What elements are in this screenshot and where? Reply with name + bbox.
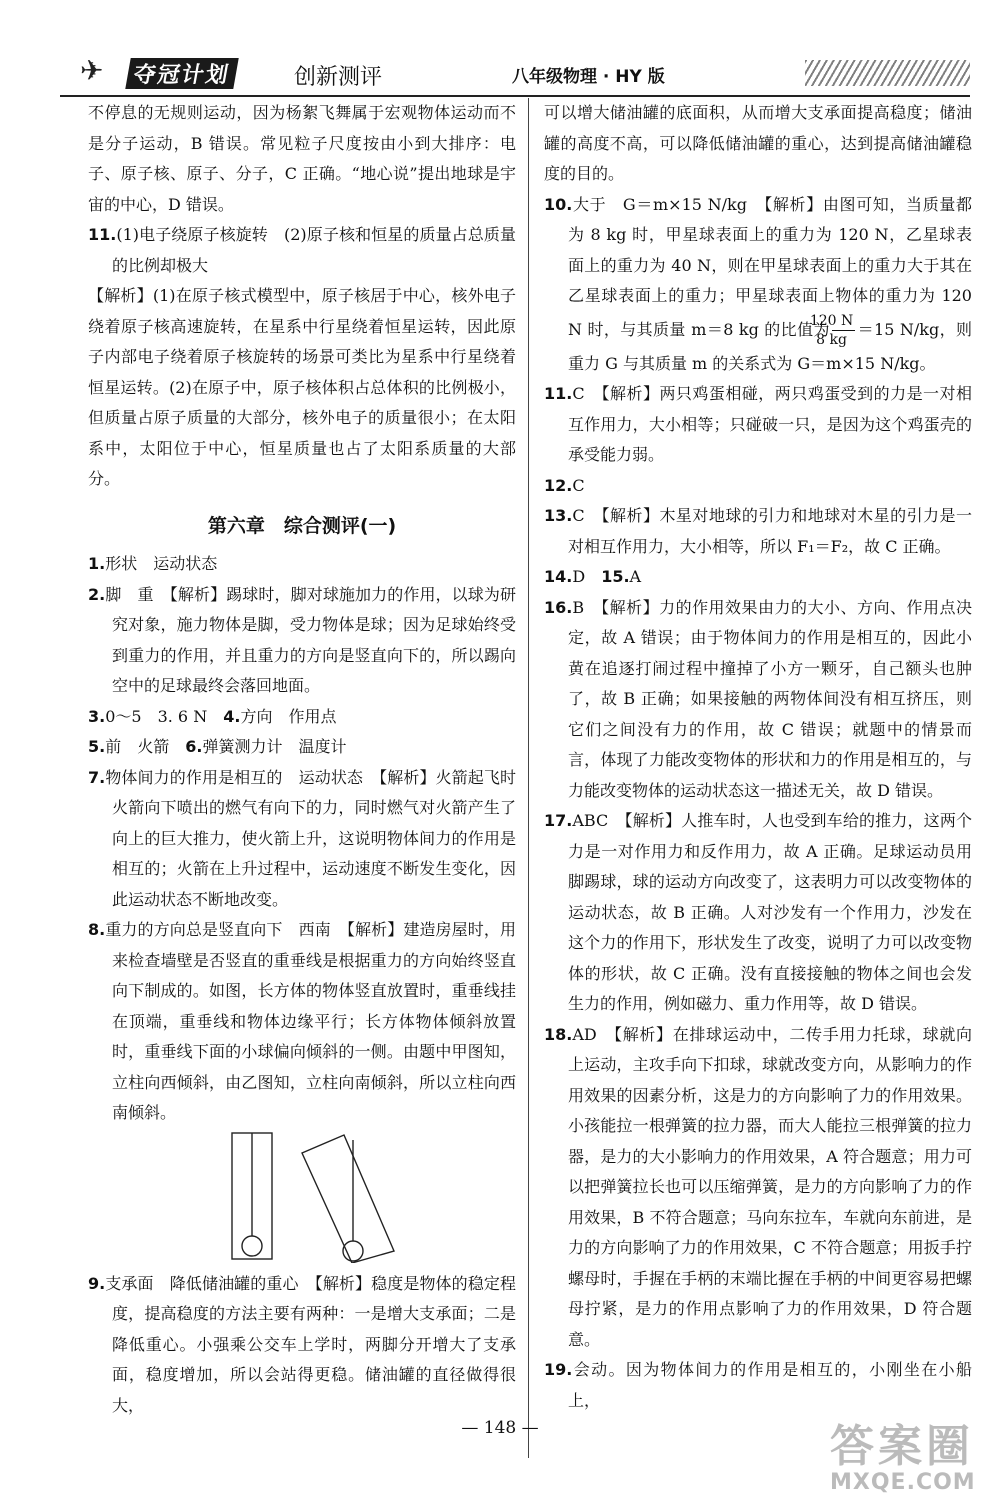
page-number: — 148 —	[461, 1418, 539, 1438]
page-header	[60, 48, 970, 96]
answer-item-9: 9.支承面 降低储油罐的重心 【解析】稳度是物体的稳定程度，提高稳度的方法主要有两种：一是增大支承面；二是降低重心。小强乘公交车上学时，两脚分开增大了支承面，稳度增加，所以会站得更稳。储油罐的直径做得很大，	[88, 1273, 516, 1415]
continued-answer-9: 可以增大储油罐的底面积，从而增大支承面提高稳度；储油罐的高度不高，可以降低储油罐的重心，达到提高储油罐稳度的目的。	[544, 103, 972, 183]
ratio-fraction: $\frac{120 N}{8 kg}$	[809, 312, 854, 348]
answer-item-12: 12.C	[544, 475, 585, 495]
answer-item-8: 8.重力的方向总是竖直向下 西南 【解析】建造房屋时，用来检查墙壁是否竖直的重垂线是根据重力的方向始终竖直向下制成的。如图，长方体的物体竖直放置时，重垂线挂在顶端，重垂线和物体边缘平行；长方体物体倾斜放置时，重垂线下面的小球偏向倾斜的一侧。由题中甲图知，立柱向西倾斜，由乙图知，立柱向南倾斜，所以立柱向西南倾斜。	[88, 920, 516, 1122]
answer-item-2: 2.脚 重 【解析】踢球时，脚对球施加力的作用，以球为研究对象，施力物体是脚，受力物体是球；因为足球始终受到重力的作用，并且重力的方向是竖直向下的，所以踢向空中的足球最终会落回地面。	[88, 584, 516, 695]
answer-item-11: 11.(1)电子绕原子核旋转 (2)原子核和恒星的质量占总质量的比例却极大	[88, 225, 516, 275]
tilted-pillar	[302, 1135, 394, 1263]
answer-item-7: 7.物体间力的作用是相互的 运动状态 【解析】火箭起飞时火箭向下喷出的燃气有向下的力，同时燃气对火箭产生了向上的巨大推力，使火箭上升，这说明物体间力的作用是相互的；火箭在上升过程中，运动速度不断发生变化，因此运动状态不断地改变。	[88, 767, 516, 909]
series-name: 创新测评	[294, 65, 383, 90]
column-divider	[528, 98, 529, 1458]
answer-11-explanation: 【解析】(1)在原子核式模型中，原子核居于中心，核外电子绕着原子核高速旋转，在星系中行星绕着恒星运转，因此原子内部电子绕着原子核旋转的场景可类比为星系中行星绕着恒星运转。(2)在原子中，原子核体积占总体积的比例极小，但质量占原子质量的大部分，核外电子的质量很小；在太阳系中，太阳位于中心，恒星质量也占了太阳系质量的大部分。	[88, 286, 516, 488]
answer-item-5-6: 5.前 火箭 6.弹簧测力计 温度计	[88, 737, 347, 756]
plumb-line-figure	[88, 1131, 516, 1263]
answer-item-18: 18.AD 【解析】在排球运动中，二传手用力托球，球就向上运动，主攻手向下扣球，球就改变方向，从影响力的作用效果的因素分析，这是力的方向影响了力的作用效果。小孩能拉一根弹簧的拉力器，而大人能拉三根弹簧的拉力器，是力的大小影响力的作用效果，A 符合题意；用力可以把弹簧拉长也可以压缩弹簧，是力的方向影响了力的作用效果，B 不符合题意；马向东拉车，车就向东前进，是力的方向影响了力的作用效果，C 不符合题意；用扳手拧螺母时，手握在手柄的末端比握在手柄的中间更容易把螺母拧紧，是力的作用点影响了力的作用效果，D 符合题意。	[544, 1024, 972, 1349]
left-column	[88, 98, 516, 1421]
watermark-url: MXQE.COM	[830, 1470, 976, 1495]
watermark	[830, 1410, 976, 1495]
brand-name: 夺冠计划	[125, 58, 238, 89]
answer-item-1: 1.形状 运动状态	[88, 554, 218, 573]
answer-item-19: 19.会动。因为物体间力的作用是相互的，小刚坐在小船上，	[544, 1360, 972, 1410]
runner-icon: ✈	[80, 54, 104, 87]
continued-answer: 不停息的无规则运动，因为杨絮飞舞属于宏观物体运动而不是分子运动，B 错误。常见粒子尺度按由小到大排序：电子、原子核、原子、分子，C 正确。“地心说”提出地球是宇宙的中心，D 错误。	[88, 103, 516, 214]
upright-pillar	[232, 1133, 272, 1259]
answer-item-14-15: 14.D 15.A	[544, 567, 642, 586]
answer-item-16: 16.B 【解析】力的作用效果由力的大小、方向、作用点决定，故 A 错误；由于物体间力的作用是相互的，因此小黄在追逐打闹过程中撞掉了小方一颗牙，自己额头也肿了，故 B 正确；如果接触的两物体间没有相互挤压，则它们之间没有力的作用，故 C 错误；就题中的情景而言，体现了力能改变物体的形状和力的作用是相互的，与力能改变物体的运动状态这一描述无关，故 D 错误。	[544, 597, 972, 800]
answer-item-10: 10.大于 G＝m×15 N/kg 【解析】由图可知，当质量都为 8 kg 时，甲星球表面上的重力为 120 N，乙星球表面上的重力为 40 N，则在甲星球表面上的重力大于其在乙星球表面上的重力；甲星球表面上物体的重力为 120 N 时，与其质量 m＝8 kg 的比值为 $\frac{120 N}{8 kg}$ ＝15 N/kg，则重力 G 与其质量 m 的关系式为 G＝m×15 N/kg。	[544, 194, 972, 373]
answer-item-11: 11.C 【解析】两只鸡蛋相碰，两只鸡蛋受到的力是一对相互作用力，大小相等；只碰破一只，是因为这个鸡蛋壳的承受能力弱。	[544, 384, 972, 464]
right-column	[544, 98, 972, 1416]
brand-logo	[80, 52, 383, 92]
watermark-text: 答案圈	[830, 1421, 974, 1472]
header-rule	[60, 95, 970, 97]
grade-label: 八年级物理 · HY 版	[512, 67, 665, 87]
header-hatch-decoration	[805, 60, 970, 86]
answer-item-13: 13.C 【解析】木星对地球的引力和地球对木星的引力是一对相互作用力，大小相等，所以 F₁＝F₂，故 C 正确。	[544, 506, 972, 556]
answer-item-3-4: 3.0～5 3. 6 N 4.方向 作用点	[88, 706, 337, 726]
answer-item-17: 17.ABC 【解析】人推车时，人也受到车给的推力，这两个力是一对作用力和反作用力，故 A 正确。足球运动员用脚踢球，球的运动方向改变了，这表明力可以改变物体的运动状态，故 B 正确。人对沙发有一个作用力，沙发在这个力的作用下，形状发生了改变，说明了力可以改变物体的形状，故 C 正确。没有直接接触的物体之间也会发生力的作用，例如磁力、重力作用等，故 D 错误。	[544, 811, 972, 1013]
section-title: 第六章 综合测评(一)	[207, 514, 397, 537]
